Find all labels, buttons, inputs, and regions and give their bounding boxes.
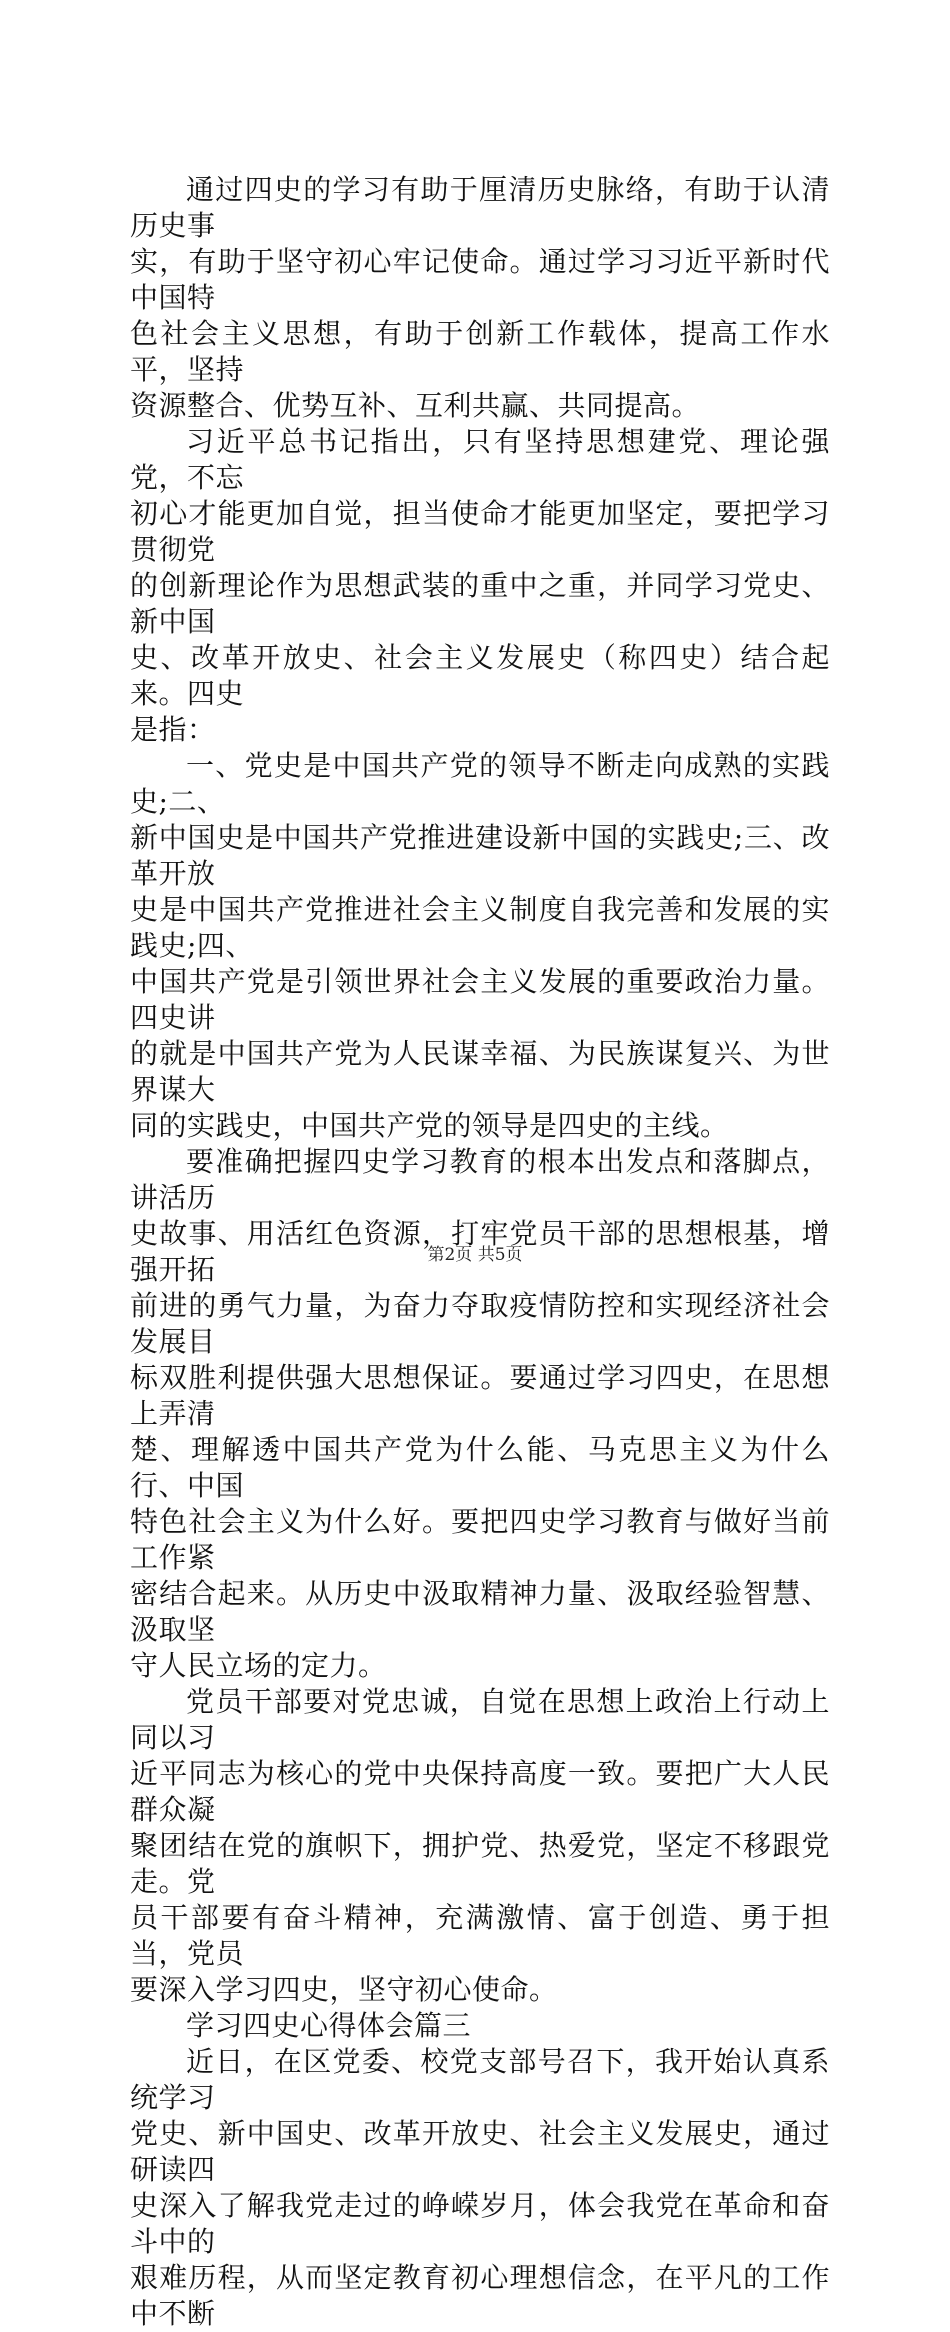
paragraph-5: 党员干部要对党忠诚，自觉在思想上政治上行动上同以习 近平同志为核心的党中央保持高度一致。要把广大人民群众凝 聚团结在党的旗帜下，拥护党、热爱党，坚定不移跟党走。党 员干部要有奋斗精神，充满激情、富于创造、勇于担当，党员 要深入学习四史，坚守初心使命。 [130, 1685, 830, 2006]
paragraph-3: 一、党史是中国共产党的领导不断走向成熟的实践史;二、 新中国史是中国共产党推进建设新中国的实践史;三、改革开放 史是中国共产党推进社会主义制度自我完善和发展的实践史;四、 中国共产党是引领世界社会主义发展的重要政治力量。四史讲 的就是中国共产党为人民谋幸福、为民族谋复兴、为世界谋大 同的实践史，中国共产党的领导是四史的主线。 [130, 749, 830, 1142]
paragraph-1: 通过四史的学习有助于厘清历史脉络，有助于认清历史事 实，有助于坚守初心牢记使命。通过学习习近平新时代中国特 色社会主义思想，有助于创新工作载体，提高工作水平，坚持 资源整合、优势互补、互利共赢、共同提高。 [130, 173, 830, 422]
paragraph-2: 习近平总书记指出，只有坚持思想建党、理论强党，不忘 初心才能更加自觉，担当使命才能更加坚定，要把学习贯彻党 的创新理论作为思想武装的重中之重，并同学习党史、新中国 史、改革开放史、社会主义发展史（称四史）结合起来。四史 是指： [130, 425, 830, 746]
paragraph-6: 近日，在区党委、校党支部号召下，我开始认真系统学习 党史、新中国史、改革开放史、社会主义发展史，通过研读四 史深入了解我党走过的峥嵘岁月，体会我党在革命和奋斗中的 艰难历程，从而坚定教育初心理想信念，在平凡的工作中不断 [130, 2045, 830, 2330]
page-number-footer: 第2页 共5页 [427, 1245, 523, 1265]
paragraph-4: 要准确把握四史学习教育的根本出发点和落脚点，讲活历 史故事、用活红色资源，打牢党员干部的思想根基，增强开拓 前进的勇气力量，为奋力夺取疫情防控和实现经济社会发展目 标双胜利提供强大思想保证。要通过学习四史，在思想上弄清 楚、理解透中国共产党为什么能、马克思主义为什么行、中国 特色社会主义为什么好。要把四史学习教育与做好当前工作紧 密结合起来。从历史中汲取精神力量、汲取经验智慧、汲取坚 守人民立场的定力。 [130, 1145, 830, 1682]
section-heading: 学习四史心得体会篇三 [186, 2009, 472, 2042]
